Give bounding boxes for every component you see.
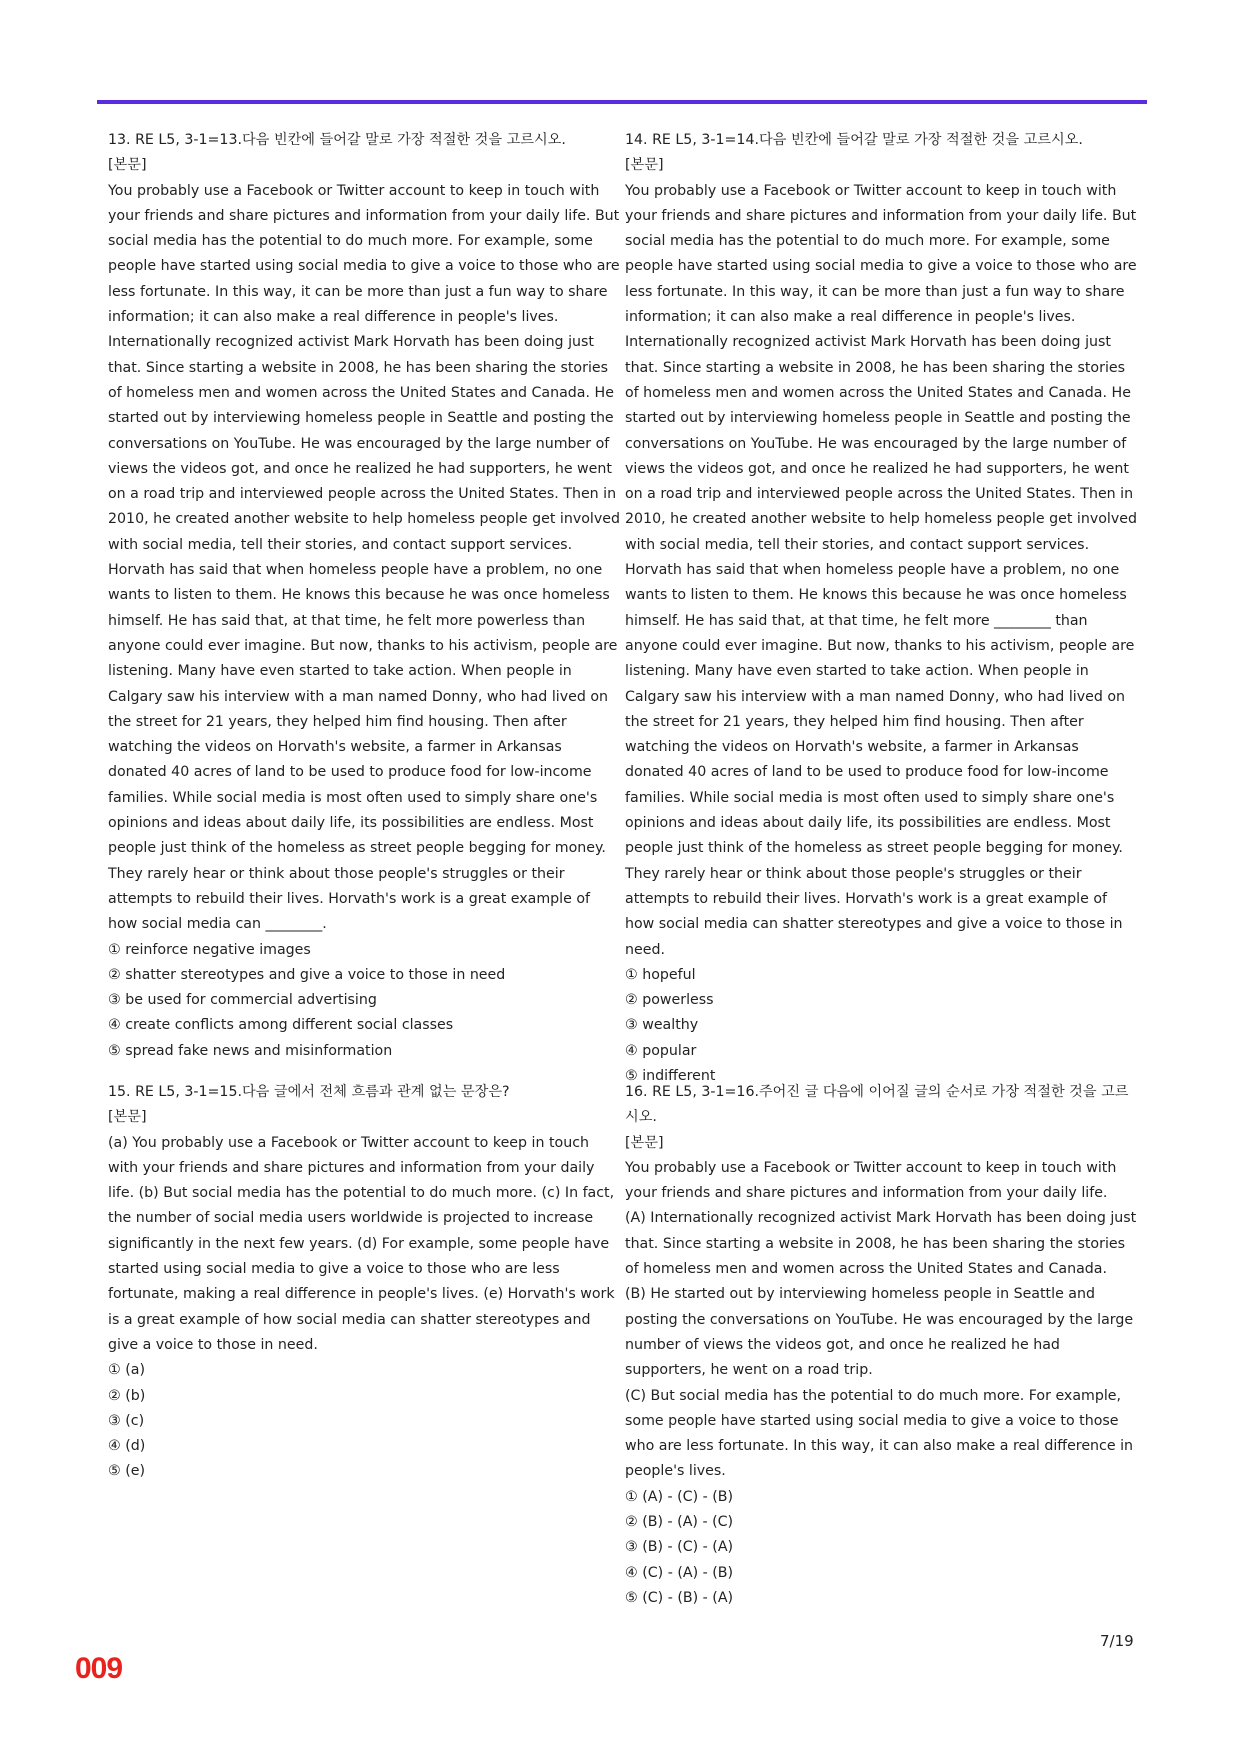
question-13-passage: You probably use a Facebook or Twitter account to keep in touch with your friends and share pictures and information from your daily life. But social media has the potential to do much more. For example, some people have started using social media to give a voice to those who are less fortunate. In this way, it can be more than just a fun way to share information; it can also make a real difference in people's lives. Internationally recognized activist Mark Horvath has been doing just that. Since starting a website in 2008, he has been sharing the stories of homeless men and women across the United States and Canada. He started out by interviewing homeless people in Seattle and posting the conversations on YouTube. He was encouraged by the large number of views the videos got, and once he realized he had supporters, he went on a road trip and interviewed people across the United States. Then in 2010, he created another website to help homeless people get involved with social media, tell their stories, and contact support services. Horvath has said that when homeless people have a problem, no one wants to listen to them. He knows this because he was once homeless himself. He has said that, at that time, he felt more powerless than anyone could ever imagine. But now, thanks to his activism, people are listening. Many have even started to take action. When people in Calgary saw his interview with a man named Donny, who had lived on the street for 21 years, they helped him find housing. Then after watching the videos on Horvath's website, a farmer in Arkansas donated 40 acres of land to be used to produce food for low-income families. While social media is most often used to simply share one's opinions and ideas about daily life, its possibilities are endless. Most people just think of the homeless as street people begging for money. They rarely hear or think about those people's struggles or their attempts to rebuild their lives. Horvath's work is a great example of how social media can ________. [108,182,620,933]
question-16-paragraph-c: (C) But social media has the potential to do much more. For example, some people have started using social media to give a voice to those who are less fortunate. In this way, it can also make a real difference in people's lives. [625,1387,1134,1480]
question-14-option-2[interactable]: ② powerless [625,992,714,1009]
page-number: 7/19 [1100,1632,1134,1650]
question-13-option-5[interactable]: ⑤ spread fake news and misinformation [108,1042,393,1059]
question-15-option-3[interactable]: ③ (c) [108,1412,145,1429]
question-16-option-2[interactable]: ② (B) - (A) - (C) [625,1514,734,1531]
question-16 [625,1080,1140,1611]
question-13-option-1[interactable]: ① reinforce negative images [108,941,311,958]
question-13-title: 13. RE L5, 3-1=13.다음 빈칸에 들어갈 말로 가장 적절한 것을 고르시오. [108,132,566,148]
question-16-tag: [본문] [625,1134,664,1151]
question-15-option-1[interactable]: ① (a) [108,1362,145,1379]
question-15-tag: [본문] [108,1109,147,1126]
question-14-tag: [본문] [625,157,664,174]
question-14-option-3[interactable]: ③ wealthy [625,1017,699,1034]
question-13-tag: [본문] [108,157,147,174]
question-13-option-2[interactable]: ② shatter stereotypes and give a voice to those in need [108,966,506,983]
question-15-title: 15. RE L5, 3-1=15.다음 글에서 전체 흐름과 관계 없는 문장은? [108,1084,510,1100]
question-16-option-1[interactable]: ① (A) - (C) - (B) [625,1488,734,1505]
question-15-option-5[interactable]: ⑤ (e) [108,1463,146,1480]
question-16-option-4[interactable]: ④ (C) - (A) - (B) [625,1564,734,1581]
question-16-paragraph-a: (A) Internationally recognized activist Mark Horvath has been doing just that. Since starting a website in 2008, he has been sharing the stories of homeless men and women across the United States and Canada. [625,1210,1137,1278]
question-16-intro: You probably use a Facebook or Twitter account to keep in touch with your friends and share pictures and information from your daily life. [625,1159,1117,1202]
question-14-option-1[interactable]: ① hopeful [625,966,696,983]
question-14-passage: You probably use a Facebook or Twitter account to keep in touch with your friends and share pictures and information from your daily life. But social media has the potential to do much more. For example, some people have started using social media to give a voice to those who are less fortunate. In this way, it can be more than just a fun way to share information; it can also make a real difference in people's lives. Internationally recognized activist Mark Horvath has been doing just that. Since starting a website in 2008, he has been sharing the stories of homeless men and women across the United States and Canada. He started out by interviewing homeless people in Seattle and posting the conversations on YouTube. He was encouraged by the large number of views the videos got, and once he realized he had supporters, he went on a road trip and interviewed people across the United States. Then in 2010, he created another website to help homeless people get involved with social media, tell their stories, and contact support services. Horvath has said that when homeless people have a problem, no one wants to listen to them. He knows this because he was once homeless himself. He has said that, at that time, he felt more ________ than anyone could ever imagine. But now, thanks to his activism, people are listening. Many have even started to take action. When people in Calgary saw his interview with a man named Donny, who had lived on the street for 21 years, they helped him find housing. Then after watching the videos on Horvath's website, a farmer in Arkansas donated 40 acres of land to be used to produce food for low-income families. While social media is most often used to simply share one's opinions and ideas about daily life, its possibilities are endless. Most people just think of the homeless as street people begging for money. They rarely hear or think about those people's struggles or their attempts to rebuild their lives. Horvath's work is a great example of how social media can shatter stereotypes and give a voice to those in need. [625,182,1137,958]
question-14-title: 14. RE L5, 3-1=14.다음 빈칸에 들어갈 말로 가장 적절한 것을 고르시오. [625,132,1083,148]
question-13-option-3[interactable]: ③ be used for commercial advertising [108,992,377,1009]
header-rule [97,100,1147,104]
question-16-title: 16. RE L5, 3-1=16.주어진 글 다음에 이어질 글의 순서로 가장 적절한 것을 고르시오. [625,1084,1129,1126]
question-15-option-2[interactable]: ② (b) [108,1387,146,1404]
question-13-option-4[interactable]: ④ create conflicts among different social classes [108,1017,454,1034]
question-14-option-5[interactable]: ⑤ indifferent [625,1067,716,1084]
question-16-option-5[interactable]: ⑤ (C) - (B) - (A) [625,1589,734,1606]
question-13 [108,128,623,1064]
question-14-option-4[interactable]: ④ popular [625,1042,697,1059]
question-15-passage: (a) You probably use a Facebook or Twitter account to keep in touch with your friends and share pictures and information from your daily life. (b) But social media has the potential to do much more. (c) In fact, the number of social media users worldwide is projected to increase significantly in the next few years. (d) For example, some people have started using social media to give a voice to those who are less fortunate, making a real difference in people's lives. (e) Horvath's work is a great example of how social media can shatter stereotypes and give a voice to those in need. [108,1134,615,1353]
question-14 [625,128,1140,1089]
question-16-paragraph-b: (B) He started out by interviewing homeless people in Seattle and posting the conversations on YouTube. He was encouraged by the large number of views the videos got, and once he realized he had supporters, he went on a road trip. [625,1286,1134,1379]
question-15-option-4[interactable]: ④ (d) [108,1438,146,1455]
logo-009: 009 [75,1652,123,1685]
question-15 [108,1080,623,1485]
question-16-option-3[interactable]: ③ (B) - (C) - (A) [625,1539,734,1556]
